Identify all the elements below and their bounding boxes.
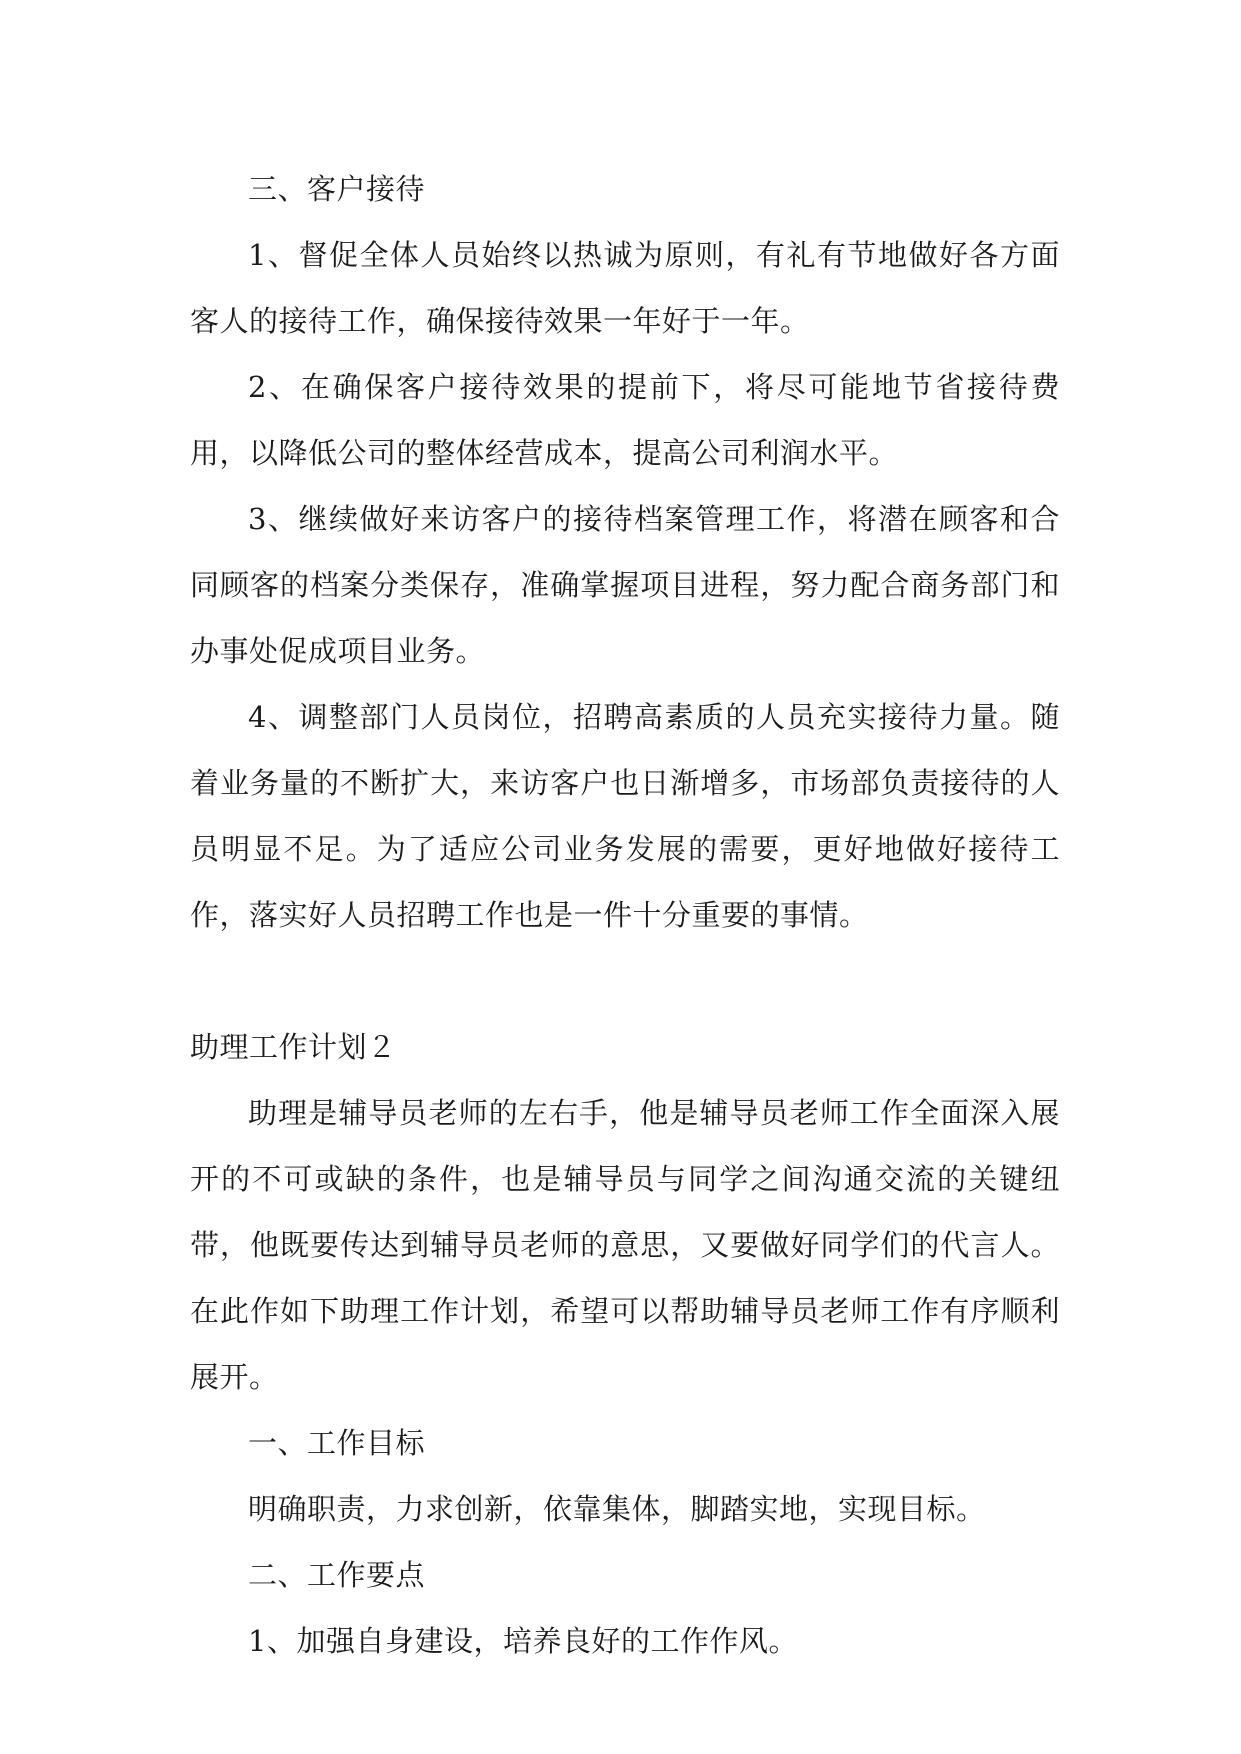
paragraph-item-2: 2、在确保客户接待效果的提前下，将尽可能地节省接待费用，以降低公司的整体经营成本，提高公司利润水平。 [190,370,1060,470]
section-heading-work-points: 二、工作要点 [248,1558,426,1592]
section-heading-customer-reception: 三、客户接待 [248,172,426,206]
paragraph-item-1: 1、督促全体人员始终以热诚为原则，有礼有节地做好各方面客人的接待工作，确保接待效果一年好于一年。 [190,238,1060,338]
document-title: 助理工作计划２ [190,1030,397,1064]
paragraph-item-4: 4、调整部门人员岗位，招聘高素质的人员充实接待力量。随着业务量的不断扩大，来访客户也日渐增多，市场部负责接待的人员明显不足。为了适应公司业务发展的需要，更好地做好接待工作，落实好人员招聘工作也是一件十分重要的事情。 [190,700,1060,932]
section-heading-work-goal: 一、工作目标 [248,1426,426,1460]
document-body [190,156,1060,1674]
intro-paragraph: 助理是辅导员老师的左右手，他是辅导员老师工作全面深入展开的不可或缺的条件，也是辅导员与同学之间沟通交流的关键纽带，他既要传达到辅导员老师的意思，又要做好同学们的代言人。在此作如下助理工作计划，希望可以帮助辅导员老师工作有序顺利展开。 [190,1096,1060,1394]
work-point-item-1: 1、加强自身建设，培养良好的工作作风。 [248,1624,798,1658]
paragraph-item-3: 3、继续做好来访客户的接待档案管理工作，将潜在顾客和合同顾客的档案分类保存，准确掌握项目进程，努力配合商务部门和办事处促成项目业务。 [190,502,1060,668]
work-goal-text: 明确职责，力求创新，依靠集体，脚踏实地，实现目标。 [248,1492,986,1526]
section-spacer [190,948,1060,1014]
